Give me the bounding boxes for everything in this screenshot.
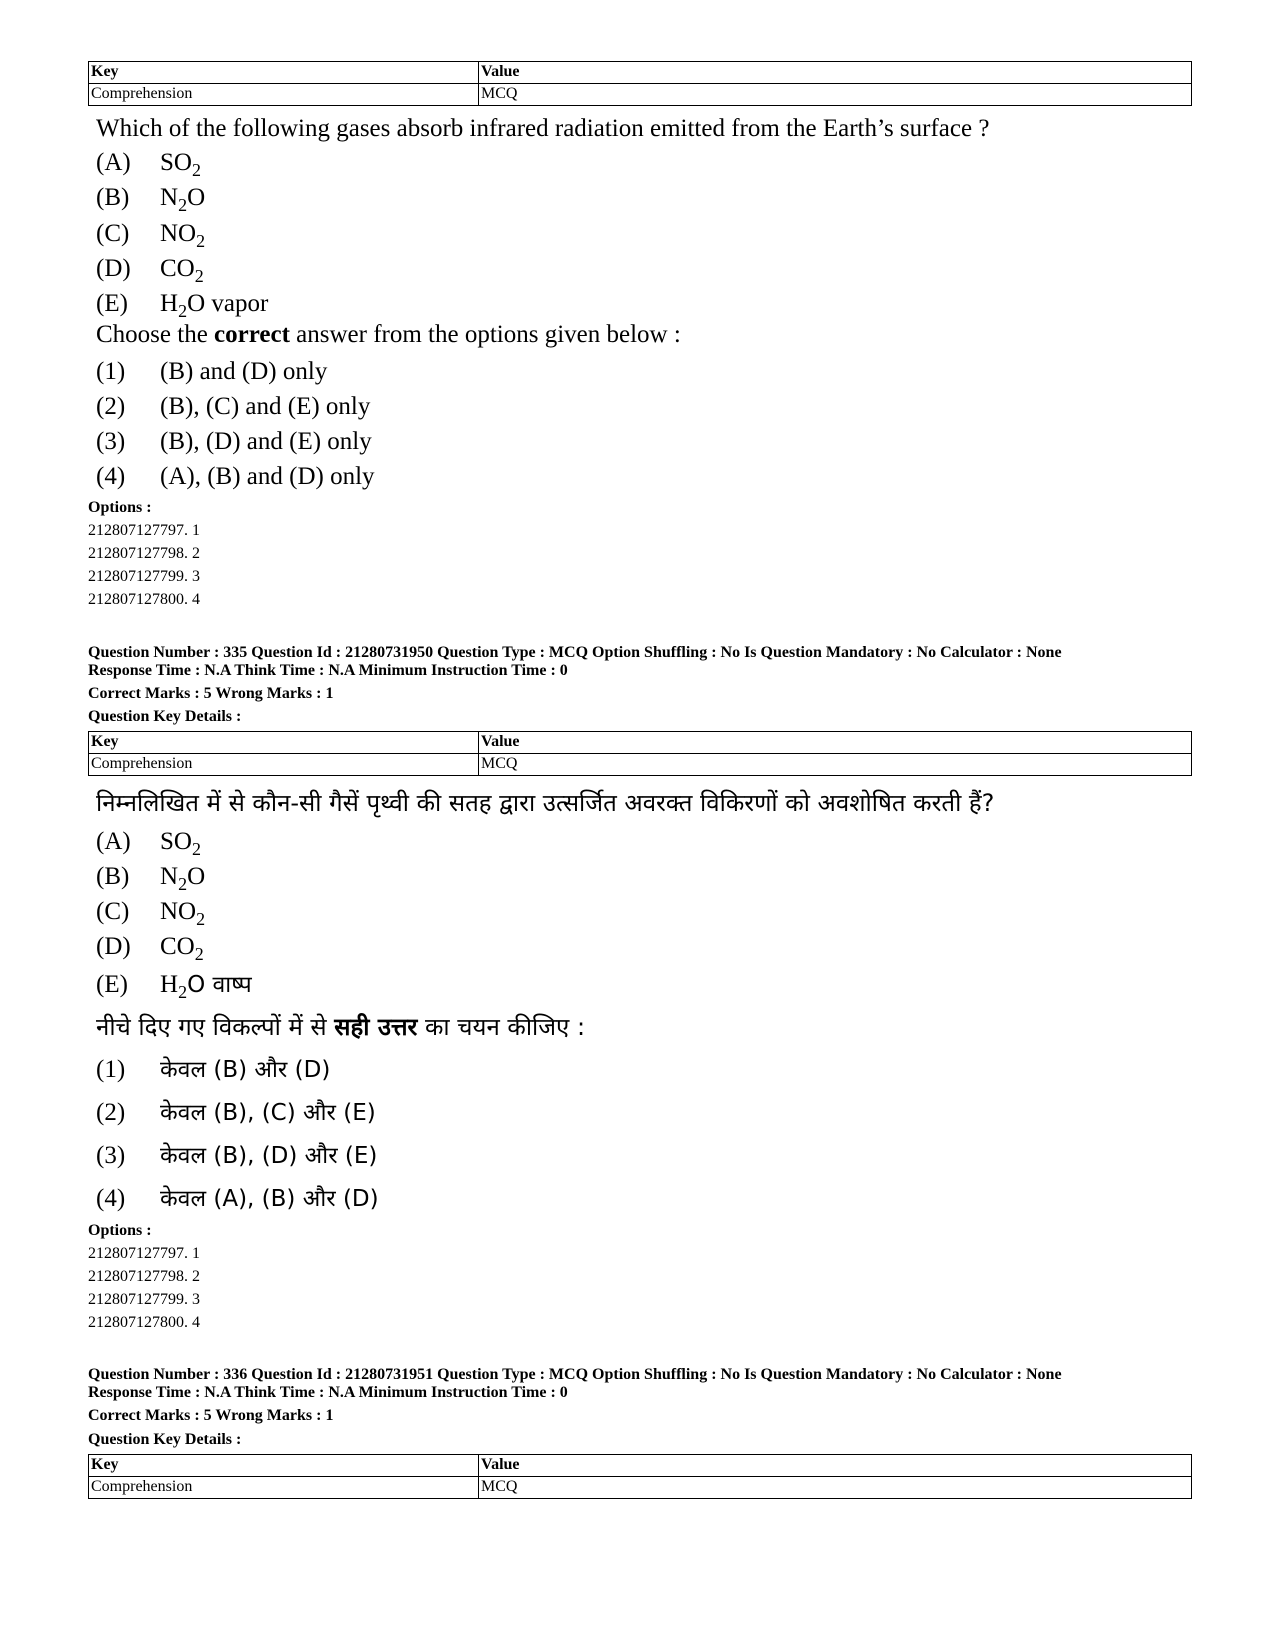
option-line: 212807127797. 1 xyxy=(88,1245,200,1262)
question-item: (E) $H_2O$ vapor xyxy=(96,290,269,321)
option-line: 212807127799. 3 xyxy=(88,1291,200,1308)
question-text: निम्नलिखित में से कौन-सी गैसें पृथ्वी की सतह द्वारा उत्सर्जित अवरक्त विकिरणों को अवशोषित करती हैं? xyxy=(96,789,995,817)
question-item: (B) $N_2O$ xyxy=(96,863,206,894)
question-key-details-label: Question Key Details : xyxy=(88,1431,242,1448)
key-table xyxy=(88,731,1192,776)
key-table-row xyxy=(89,84,1192,106)
option-line: 212807127800. 4 xyxy=(88,591,200,608)
key-table-row xyxy=(89,1477,1192,1499)
question-item: (D) $CO_2$ xyxy=(96,255,204,286)
question-item: (C) $NO_2$ xyxy=(96,898,206,929)
key-table-header xyxy=(89,732,1192,754)
key-table-row xyxy=(89,754,1192,776)
key-header-cell: Key xyxy=(89,1455,479,1477)
answer-choice: (1) (B) and (D) only xyxy=(96,358,328,385)
question-meta-line: Response Time : N.A Think Time : N.A Minimum Instruction Time : 0 xyxy=(88,662,568,679)
question-item: (B) $N_2O$ xyxy=(96,184,206,215)
question-meta-line: Response Time : N.A Think Time : N.A Minimum Instruction Time : 0 xyxy=(88,1384,568,1401)
key-table-header xyxy=(89,1455,1192,1477)
answer-choice: (3) केवल (B), (D) और (E) xyxy=(96,1142,378,1169)
options-label: Options : xyxy=(88,1222,152,1239)
option-line: 212807127798. 2 xyxy=(88,545,200,562)
question-item: (A) $SO_2$ xyxy=(96,149,201,180)
answer-choice: (3) (B), (D) and (E) only xyxy=(96,428,372,455)
key-table xyxy=(88,1454,1192,1499)
choose-instruction: नीचे दिए गए विकल्पों में से सही उत्तर का चयन कीजिए : xyxy=(96,1013,586,1041)
value-cell: MCQ xyxy=(479,84,1192,106)
key-header-cell: Key xyxy=(89,732,479,754)
value-header-cell: Value xyxy=(479,732,1192,754)
question-item: (E) $H_2O$ वाष्प xyxy=(96,971,252,1002)
answer-choice: (2) केवल (B), (C) और (E) xyxy=(96,1099,376,1126)
key-cell: Comprehension xyxy=(89,754,479,776)
question-marks: Correct Marks : 5 Wrong Marks : 1 xyxy=(88,685,334,702)
option-line: 212807127800. 4 xyxy=(88,1314,200,1331)
question-meta-line: Question Number : 335 Question Id : 21280731950 Question Type : MCQ Option Shuffling : No Is Question Mandatory : No Calculator : None xyxy=(88,644,1062,661)
option-line: 212807127798. 2 xyxy=(88,1268,200,1285)
question-key-details-label: Question Key Details : xyxy=(88,708,242,725)
option-line: 212807127799. 3 xyxy=(88,568,200,585)
value-header-cell: Value xyxy=(479,62,1192,84)
answer-choice: (1) केवल (B) और (D) xyxy=(96,1056,331,1083)
options-label: Options : xyxy=(88,499,152,516)
answer-choice: (4) (A), (B) and (D) only xyxy=(96,463,375,490)
key-table-header xyxy=(89,62,1192,84)
answer-choice: (2) (B), (C) and (E) only xyxy=(96,393,371,420)
question-item: (C) $NO_2$ xyxy=(96,220,206,251)
question-item: (D) $CO_2$ xyxy=(96,933,204,964)
key-table xyxy=(88,61,1192,106)
key-header-cell: Key xyxy=(89,62,479,84)
choose-instruction: Choose the correct answer from the options given below : xyxy=(96,321,681,348)
question-meta-line: Question Number : 336 Question Id : 21280731951 Question Type : MCQ Option Shuffling : No Is Question Mandatory : No Calculator : None xyxy=(88,1366,1062,1383)
question-item: (A) $SO_2$ xyxy=(96,828,201,859)
question-marks: Correct Marks : 5 Wrong Marks : 1 xyxy=(88,1407,334,1424)
answer-choice: (4) केवल (A), (B) और (D) xyxy=(96,1185,379,1212)
option-line: 212807127797. 1 xyxy=(88,522,200,539)
key-cell: Comprehension xyxy=(89,84,479,106)
value-cell: MCQ xyxy=(479,1477,1192,1499)
value-header-cell: Value xyxy=(479,1455,1192,1477)
value-cell: MCQ xyxy=(479,754,1192,776)
key-cell: Comprehension xyxy=(89,1477,479,1499)
question-text: Which of the following gases absorb infrared radiation emitted from the Earth’s surface ? xyxy=(96,115,990,142)
